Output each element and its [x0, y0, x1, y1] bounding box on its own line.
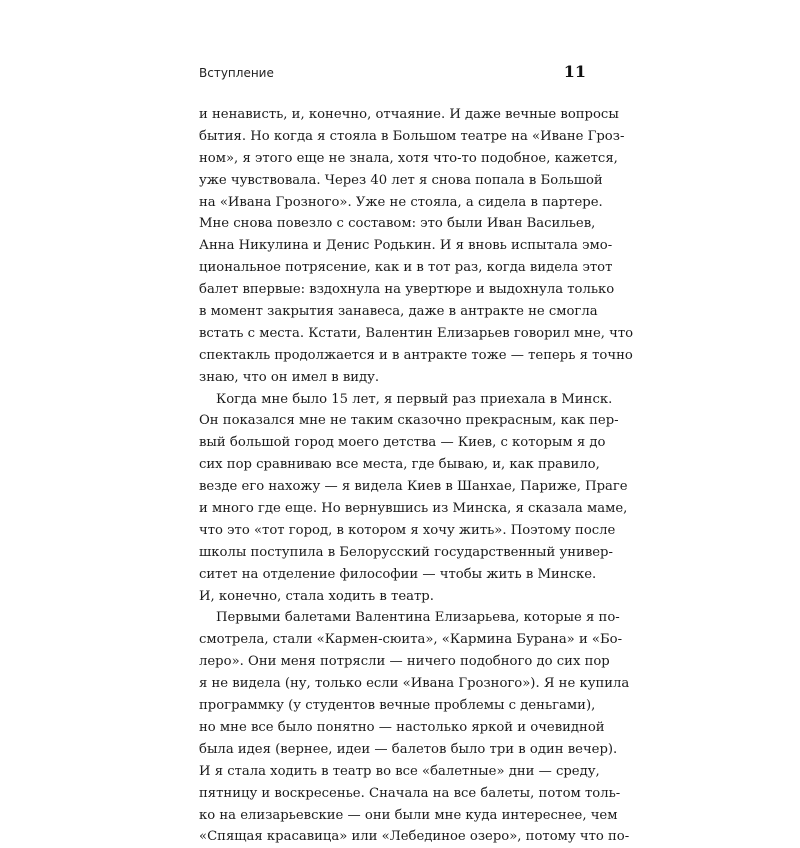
page-number: 11	[563, 62, 586, 81]
text-line: бытия. Но когда я стояла в Большом театре на «Иване Гроз-	[199, 128, 625, 144]
text-line: и ненависть, и, конечно, отчаяние. И даже вечные вопросы	[199, 107, 619, 122]
text-line: программку (у студентов вечные проблемы с деньгами),	[199, 698, 596, 714]
text-line: была идея (вернее, идеи — балетов было три в один вечер).	[199, 741, 618, 757]
text-line: Мне снова повезло с составом: это были Иван Васильев,	[199, 216, 596, 232]
text-line: на «Ивана Грозного». Уже не стояла, а сидела в партере.	[199, 194, 603, 210]
text-line: ном», я этого еще не знала, хотя что-то подобное, кажется,	[199, 150, 618, 166]
body-text	[199, 104, 634, 848]
text-line: уже чувствовала. Через 40 лет я снова попала в Большой	[199, 172, 603, 188]
text-line: «Спящая красавица» или «Лебединое озеро», потому что по-	[199, 829, 630, 845]
text-line: И, конечно, стала ходить в театр.	[199, 588, 434, 604]
text-line: вый большой город моего детства — Киев, с которым я до	[199, 435, 606, 451]
text-line: Анна Никулина и Денис Родькин. И я вновь испытала эмо-	[199, 238, 613, 254]
text-line: Он показался мне не таким сказочно прекрасным, как пер-	[199, 413, 619, 429]
text-line: школы поступила в Белорусский государственный универ-	[199, 544, 613, 560]
text-line: Первыми балетами Валентина Елизарьева, которые я по-	[216, 610, 620, 626]
text-line: Когда мне было 15 лет, я первый раз приехала в Минск.	[216, 391, 613, 407]
text-line: я не видела (ну, только если «Ивана Грозного»). Я не купила	[199, 676, 630, 692]
text-line: и много где еще. Но вернувшись из Минска, я сказала маме,	[199, 501, 628, 517]
running-head: Вступление	[199, 66, 274, 80]
text-line: сих пор сравниваю все места, где бываю, и, как правило,	[199, 457, 600, 473]
text-line: леро». Они меня потрясли — ничего подобного до сих пор	[199, 654, 610, 670]
text-line: циональное потрясение, как и в тот раз, когда видела этот	[199, 260, 613, 276]
text-line: в момент закрытия занавеса, даже в антракте не смогла	[199, 304, 598, 320]
text-line: знаю, что он имел в виду.	[199, 369, 380, 385]
text-line: ко на елизарьевские — они были мне куда интереснее, чем	[199, 807, 618, 823]
text-line: И я стала ходить в театр во все «балетные» дни — среду,	[199, 763, 600, 779]
text-line: везде его нахожу — я видела Киев в Шанхае, Париже, Праге	[199, 479, 628, 495]
text-line: балет впервые: вздохнула на увертюре и выдохнула только	[199, 282, 615, 298]
text-line: ситет на отделение философии — чтобы жить в Минске.	[199, 566, 597, 582]
text-line: что это «тот город, в котором я хочу жить». Поэтому после	[199, 522, 616, 538]
text-line: пятницу и воскресенье. Сначала на все балеты, потом толь-	[199, 785, 621, 801]
text-line: спектакль продолжается и в антракте тоже — теперь я точно	[199, 347, 633, 363]
text-line: встать с места. Кстати, Валентин Елизарьев говорил мне, что	[199, 325, 634, 341]
text-line: но мне все было понятно — настолько яркой и очевидной	[199, 719, 605, 735]
text-line: смотрела, стали «Кармен-сюита», «Кармина Бурана» и «Бо-	[199, 632, 623, 648]
